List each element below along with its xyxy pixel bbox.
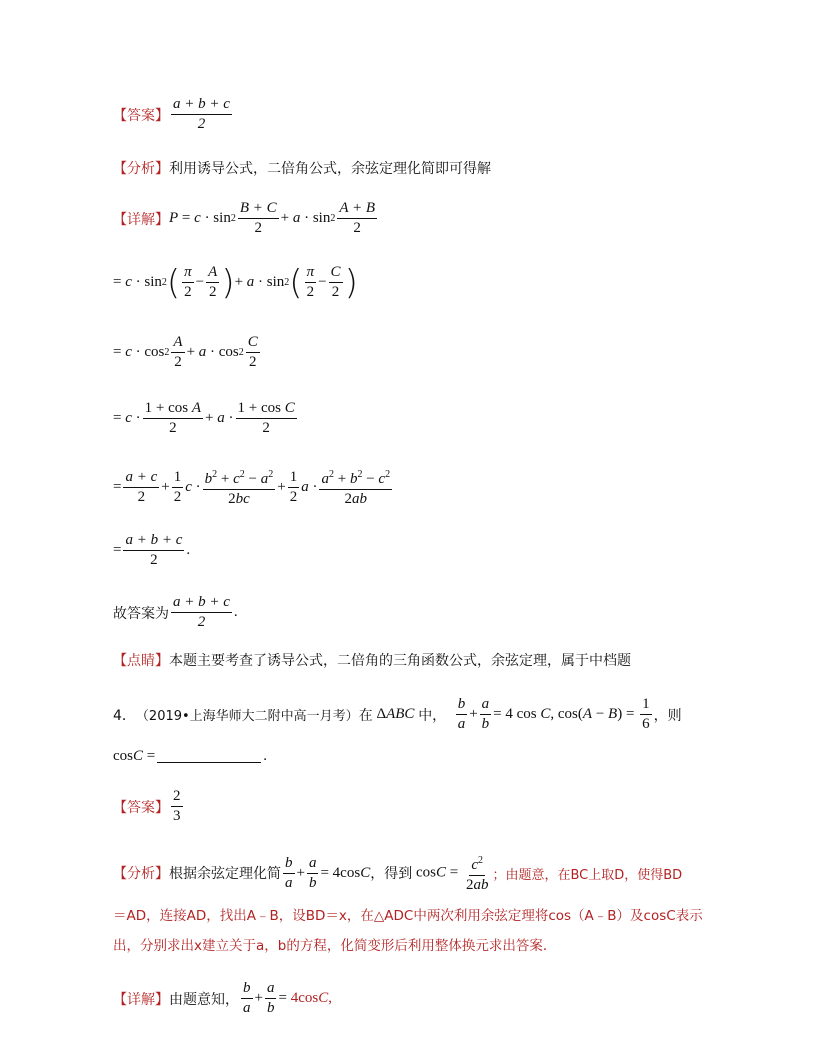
- detail-line-1: 【详解】 P = c · sin 2 $\frac{B + C}{2}$ + a · sin 2 $\frac{A + B}{2}$: [113, 200, 376, 236]
- analysis-line: [113, 158, 491, 178]
- problem-4-analysis-2: ＝AD，连接AD，找出A﹣B，设BD＝x，在△ADC中两次利用余弦定理将cos（A﹣B）及cosC表示: [113, 908, 703, 924]
- conclusion-line: 故答案为 $\frac{a + b + c}{2}$ .: [113, 594, 238, 630]
- problem-4-stem: 4． （2019•上海华师大二附中高一月考） 在 ΔABC 中， $\frac{b}{a}$ + $\frac{a}{b}$ = 4 cos C, cos(A − B) = $\frac{1}{6}$ ，则: [113, 696, 682, 732]
- detail-tag: 【详解】: [113, 211, 169, 228]
- problem-source: （2019•上海华师大二附中高一月考）: [135, 709, 359, 724]
- answer-line: [113, 96, 234, 133]
- problem-4-detail: 【详解】 由题意知， $\frac{b}{a}$ + $\frac{a}{b}$ = 4cosC,: [113, 980, 332, 1016]
- detail-line-3: = c · cos 2 $\frac{A}{2}$ + a · cos 2 $\frac{C}{2}$: [113, 334, 258, 370]
- detail-line-6: = $\frac{a + b + c}{2}$ .: [113, 532, 191, 568]
- problem-4-answer-fraction: $\frac{2}{3}$: [173, 788, 181, 824]
- answer-blank: [157, 750, 261, 763]
- problem-4-analysis-1: 【分析】 根据余弦定理化简 $\frac{b}{a}$ + $\frac{a}{b}$ = 4cosC ，得到 cosC = $\frac{c^2}{2ab}$ ；由题意，在BC上取D，使得BD: [113, 852, 682, 894]
- detail-line-2: = c · sin 2 ( $\frac{\pi}{2}$ − $\frac{A}{2}$ ) + a · sin 2 ( $\frac{\pi}{2}$ − $\frac{C}{2}$ ): [113, 262, 358, 303]
- answer-fraction: $\frac{a + b + c}{2}$: [173, 96, 230, 132]
- comment-text: 本题主要考查了诱导公式，二倍角的三角函数公式，余弦定理，属于中档题: [169, 653, 631, 669]
- problem-4-blank-line: cos C = .: [113, 748, 267, 764]
- detail-line-4: = c · $\frac{\text{1 + cos A}}{2}$ + a · $\frac{\text{1 + cos C}}{2}$: [113, 400, 295, 436]
- problem-4-analysis-3: 出，分别求出x建立关于a，b的方程，化简变形后利用整体换元求出答案．: [113, 938, 557, 954]
- analysis-text: 利用诱导公式，二倍角公式，余弦定理化简即可得解: [169, 161, 491, 177]
- answer-tag: 【答案】: [113, 107, 169, 124]
- detail-line-5: = $\frac{a + c}{2}$ + $\frac{1}{2}$ c · $\frac{b^2 + c^2 - a^2}{2bc}$ + $\frac{1}{2}$ a · $\frac{a^2 + b^2 - c^2}{2ab}$: [113, 466, 394, 508]
- comment-tag: 【点睛】: [113, 653, 169, 669]
- comment-line: [113, 650, 631, 670]
- analysis-tag: 【分析】: [113, 161, 169, 177]
- problem-4-answer: 【答案】 $\frac{2}{3}$: [113, 788, 181, 824]
